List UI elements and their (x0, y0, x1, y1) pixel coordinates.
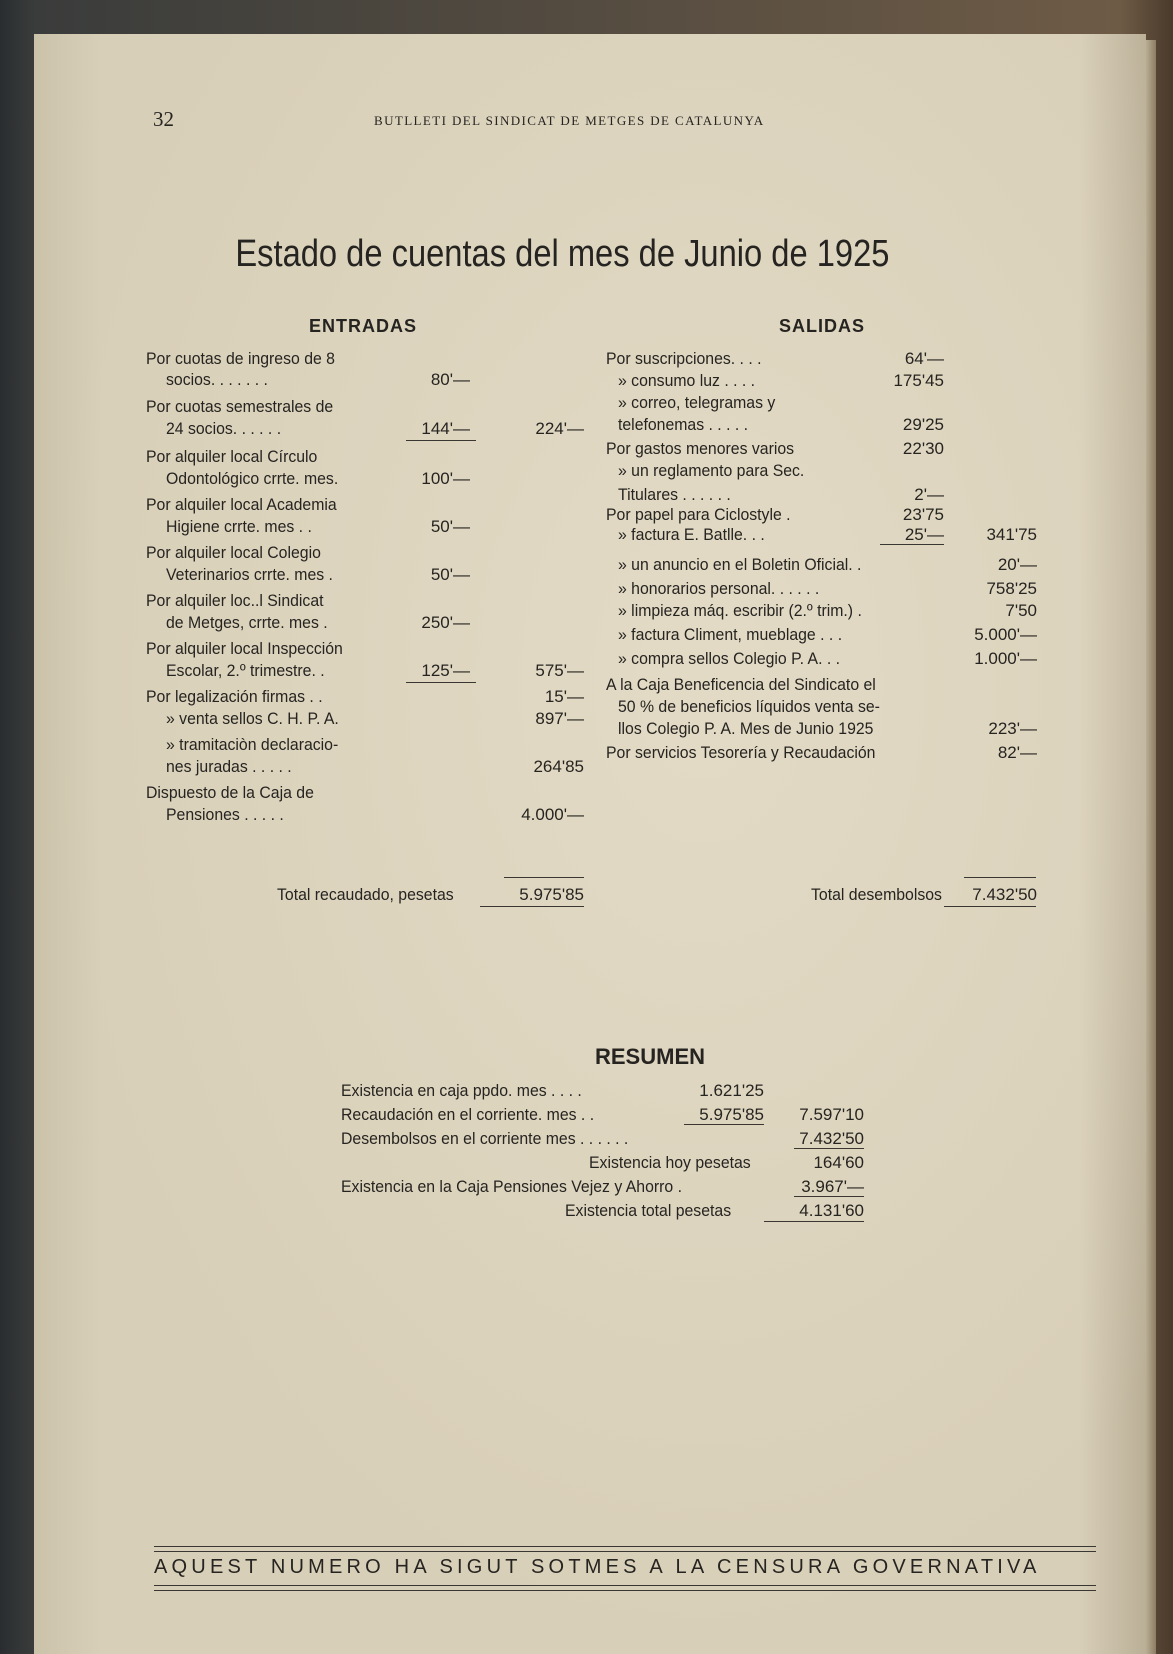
resumen-line-total: 7.432'50 (799, 1129, 864, 1148)
entradas-line-amount: 125'— (421, 661, 470, 680)
page-number: 32 (153, 107, 174, 131)
resumen-line-total: 164'60 (813, 1153, 864, 1172)
entradas-line-amount: 50'— (430, 517, 470, 536)
resumen-line-text: Existencia total pesetas (565, 1201, 732, 1220)
entradas-line-text: 24 socios. . . . . . (166, 419, 282, 438)
salidas-line-text: » factura Climent, mueblage . . . (618, 625, 843, 644)
resumen-line-amount: 5.975'85 (699, 1105, 764, 1124)
resumen-heading: RESUMEN (595, 1044, 706, 1069)
entradas-subtotal-rule (406, 682, 476, 683)
resumen-rule (684, 1124, 764, 1125)
salidas-line-text: Titulares . . . . . . (618, 485, 731, 504)
resumen-line-text: Existencia hoy pesetas (589, 1153, 751, 1172)
salidas-line-subtotal: 1.000'— (974, 649, 1037, 668)
entradas-total-rule-top (504, 877, 584, 878)
entradas-line-amount: 144'— (421, 419, 470, 438)
entradas-line-text: Escolar, 2.º trimestre. . (166, 661, 325, 680)
entradas-line-text: Por cuotas de ingreso de 8 (146, 349, 335, 368)
footer-rule-bottom (154, 1585, 1096, 1591)
salidas-line-subtotal: 20'— (997, 555, 1037, 574)
salidas-total-value: 7.432'50 (972, 885, 1037, 904)
salidas-line-subtotal: 341'75 (986, 525, 1037, 544)
entradas-heading: ENTRADAS (309, 316, 418, 336)
entradas-line-text: Pensiones . . . . . (166, 805, 284, 824)
salidas-line-subtotal: 758'25 (986, 579, 1037, 598)
entradas-total-label: Total recaudado, pesetas (277, 885, 454, 904)
entradas-line-text: » venta sellos C. H. P. A. (166, 709, 339, 728)
entradas-line-text: Por alquiler local Colegio (146, 543, 321, 562)
entradas-line-amount: 100'— (421, 469, 470, 488)
entradas-line-subtotal: 224'— (535, 419, 584, 438)
salidas-line-subtotal: 5.000'— (974, 625, 1037, 644)
salidas-heading: SALIDAS (779, 316, 866, 336)
entradas-line-text: nes juradas . . . . . (166, 757, 292, 776)
entradas-line-subtotal: 575'— (535, 661, 584, 680)
salidas-line-amount: 2'— (914, 485, 944, 504)
entradas-line-subtotal: 15'— (544, 687, 584, 706)
resumen-line-text: Existencia en caja ppdo. mes . . . . (341, 1081, 582, 1100)
salidas-line-subtotal: 223'— (988, 719, 1037, 738)
entradas-line-text: Por alquiler local Academia (146, 495, 337, 514)
salidas-line-amount: 29'25 (902, 415, 944, 434)
resumen-line-amount: 1.621'25 (699, 1081, 764, 1100)
entradas-line-text: Higiene crrte. mes . . (166, 517, 312, 536)
entradas-subtotal-rule (406, 440, 476, 441)
resumen-line-text: Recaudación en el corriente. mes . . (341, 1105, 595, 1124)
entradas-line-text: Veterinarios crrte. mes . (166, 565, 333, 584)
entradas-line-subtotal: 264'85 (533, 757, 584, 776)
entradas-line-text: Por alquiler loc..l Sindicat (146, 591, 324, 610)
salidas-line-text: Por papel para Ciclostyle . (606, 505, 791, 524)
salidas-line-text: » limpieza máq. escribir (2.º trim.) . (618, 601, 862, 620)
salidas-line-amount: 25'— (904, 525, 944, 544)
entradas-line-text: Por alquiler local Círculo (146, 447, 318, 466)
salidas-total-rule-top (964, 877, 1036, 878)
salidas-line-amount: 23'75 (902, 505, 944, 524)
resumen-line-text: Desembolsos en el corriente mes . . . . . . (341, 1129, 629, 1148)
entradas-line-amount: 80'— (430, 370, 470, 389)
salidas-line-text: » consumo luz . . . . (618, 371, 756, 390)
resumen-rule (794, 1196, 864, 1197)
salidas-line-subtotal: 7'50 (1005, 601, 1037, 620)
salidas-line-text: » factura E. Batlle. . . (618, 525, 765, 544)
resumen-line-text: Existencia en la Caja Pensiones Vejez y Ahorro . (341, 1177, 682, 1196)
resumen-rule (764, 1221, 864, 1222)
entradas-line-text: socios. . . . . . . (166, 370, 268, 389)
salidas-line-subtotal: 82'— (997, 743, 1037, 762)
salidas-line-text: » compra sellos Colegio P. A. . . (618, 649, 841, 668)
salidas-line-text: » honorarios personal. . . . . . (618, 579, 820, 598)
entradas-line-text: de Metges, crrte. mes . (166, 613, 328, 632)
entradas-line-text: Dispuesto de la Caja de (146, 783, 314, 802)
resumen-line-total: 7.597'10 (799, 1105, 864, 1124)
salidas-line-text: » correo, telegramas y (618, 393, 776, 412)
entradas-line-amount: 50'— (430, 565, 470, 584)
censorship-notice: AQUEST NUMERO HA SIGUT SOTMES A LA CENSURA GOVERNATIVA (154, 1556, 1041, 1578)
footer-rule-top (154, 1546, 1096, 1552)
resumen-rule (794, 1148, 864, 1149)
entradas-total-rule-bottom (480, 906, 584, 907)
journal-title: BUTLLETI DEL SINDICAT DE METGES DE CATALUNYA (374, 113, 765, 128)
entradas-line-text: Por alquiler local Inspección (146, 639, 343, 658)
salidas-line-amount: 175'45 (893, 371, 944, 390)
page-edge (1146, 40, 1156, 1654)
salidas-line-text: Por gastos menores varios (606, 439, 795, 458)
salidas-total-rule-bottom (944, 906, 1036, 907)
salidas-line-text: A la Caja Beneficencia del Sindicato el (606, 675, 876, 694)
page-title: Estado de cuentas del mes de Junio de 1925 (235, 233, 890, 275)
salidas-line-text: » un anuncio en el Boletin Oficial. . (618, 555, 862, 574)
salidas-subtotal-rule (880, 544, 944, 545)
entradas-line-text: Odontológico crrte. mes. (166, 469, 339, 488)
entradas-line-text: Por legalización firmas . . (146, 687, 323, 706)
salidas-total-label: Total desembolsos (811, 885, 942, 904)
resumen-line-amount: 3.967'— (801, 1177, 864, 1196)
salidas-line-text: telefonemas . . . . . (618, 415, 749, 434)
salidas-line-amount: 64'— (904, 349, 944, 368)
entradas-line-text: Por cuotas semestrales de (146, 397, 334, 416)
entradas-line-subtotal: 897'— (535, 709, 584, 728)
salidas-line-text: Por servicios Tesorería y Recaudación (606, 743, 876, 762)
entradas-total-value: 5.975'85 (519, 885, 584, 904)
entradas-line-text: » tramitaciòn declaracio- (166, 735, 339, 754)
resumen-line-amount: 4.131'60 (799, 1201, 864, 1220)
entradas-line-subtotal: 4.000'— (521, 805, 584, 824)
entradas-line-amount: 250'— (421, 613, 470, 632)
salidas-line-text: Por suscripciones. . . . (606, 349, 762, 368)
salidas-line-text: llos Colegio P. A. Mes de Junio 1925 (618, 719, 874, 738)
salidas-line-text: » un reglamento para Sec. (618, 461, 805, 480)
document-page (34, 34, 1146, 1654)
salidas-line-text: 50 % de beneficios líquidos venta se- (618, 697, 880, 716)
salidas-line-amount: 22'30 (902, 439, 944, 458)
